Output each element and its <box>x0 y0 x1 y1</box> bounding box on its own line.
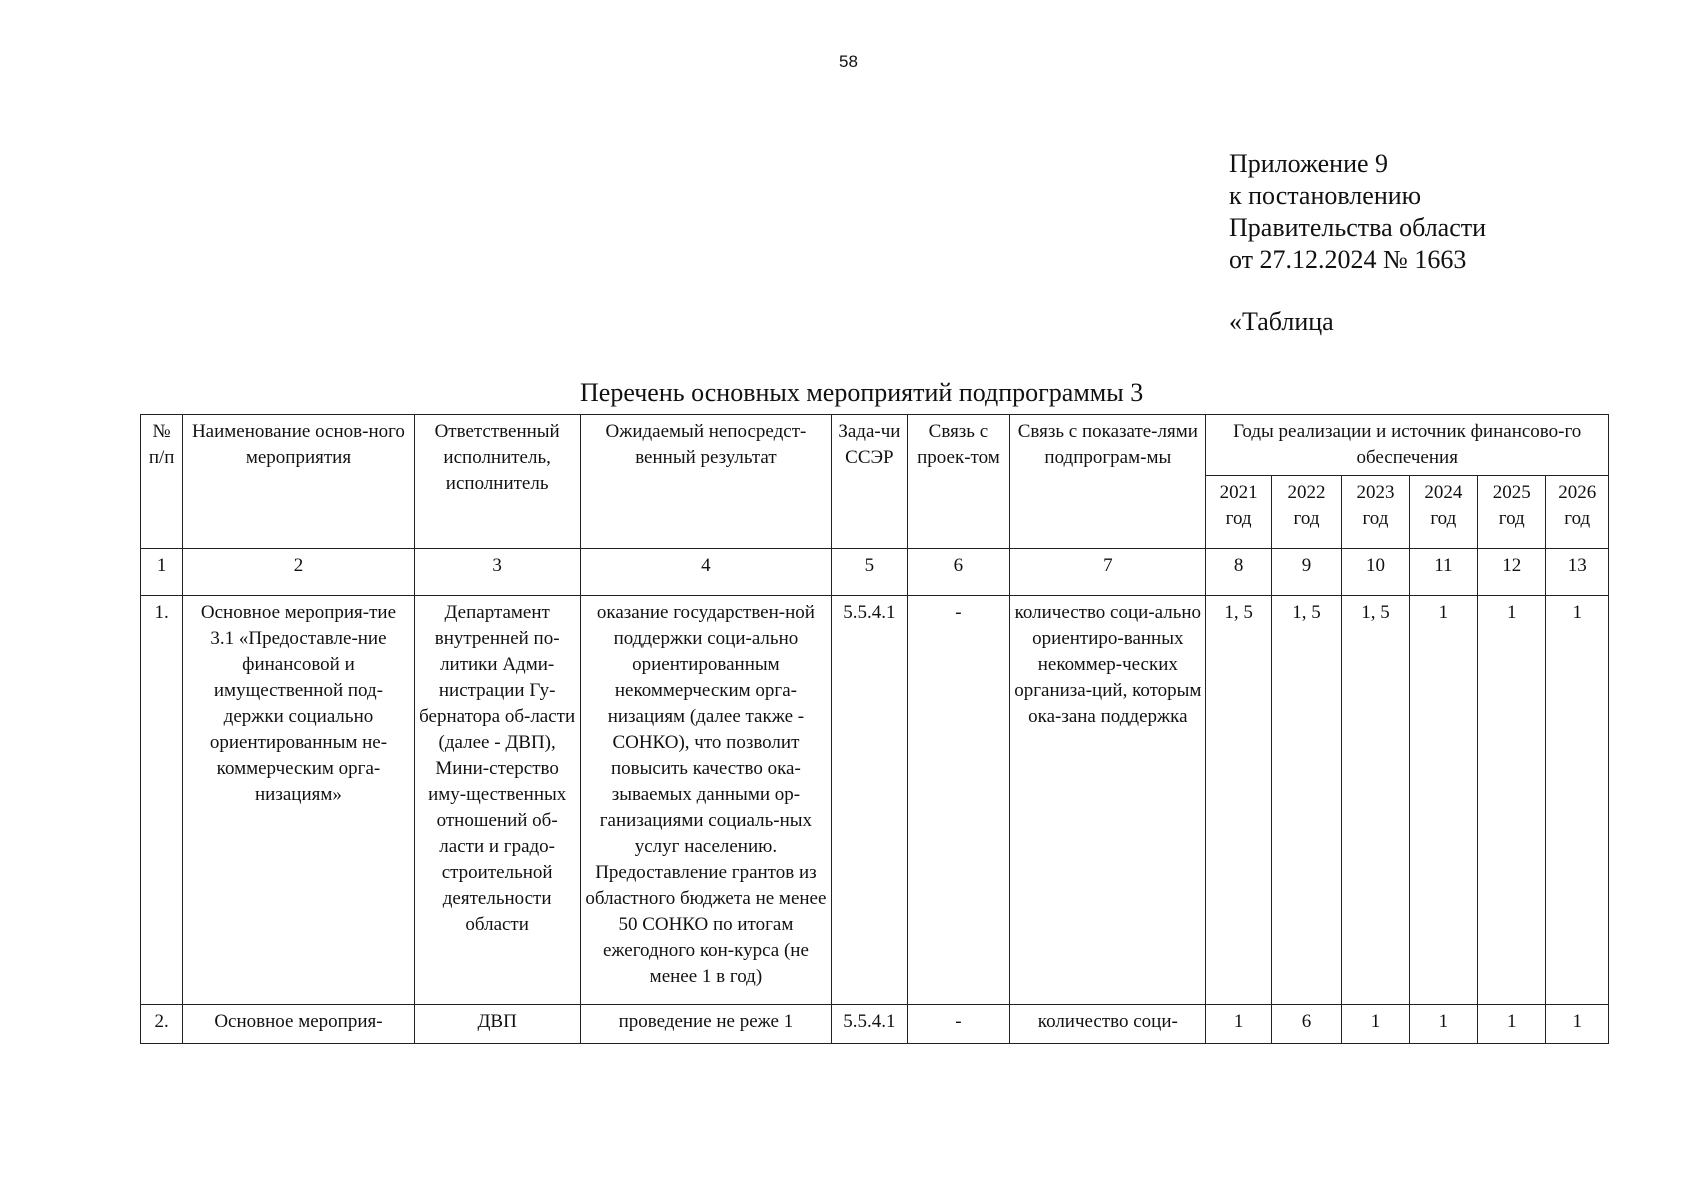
row-year-value: 1 <box>1409 1005 1477 1044</box>
column-number: 4 <box>580 549 832 596</box>
header-year: 2023 год <box>1342 476 1409 549</box>
column-number: 6 <box>907 549 1010 596</box>
row-year-value: 6 <box>1271 1005 1341 1044</box>
column-number: 7 <box>1010 549 1206 596</box>
header-year: 2025 год <box>1478 476 1546 549</box>
row-project: - <box>907 1005 1010 1044</box>
row-year-value: 1 <box>1546 596 1609 1005</box>
header-year: 2024 год <box>1409 476 1477 549</box>
header-num: № п/п <box>141 415 183 549</box>
measures-table <box>140 414 1609 1044</box>
row-year-value: 1 <box>1409 596 1477 1005</box>
row-indicators: количество соци-ально ориентиро-ванных некоммер-ческих организа-ций, которым ока-зана поддержка <box>1010 596 1206 1005</box>
row-indicators: количество соци- <box>1010 1005 1206 1044</box>
row-result: проведение не реже 1 <box>580 1005 832 1044</box>
row-year-value: 1 <box>1546 1005 1609 1044</box>
header-result: Ожидаемый непосредст-венный результат <box>580 415 832 549</box>
appendix-line: Приложение 9 <box>1229 149 1389 178</box>
row-result: оказание государствен-ной поддержки соци-ально ориентированным некоммерческим орга-низациям (далее также - СОНКО), что позволит повысить качество ока-зываемых данными ор-ганизациями социаль-ных услуг населению. Предоставление грантов из областного бюджета не менее 50 СОНКО по итогам ежегодного кон-курса (не менее 1 в год) <box>580 596 832 1005</box>
appendix-line: Правительства области <box>1229 213 1487 242</box>
row-num: 2. <box>141 1005 183 1044</box>
table-row <box>141 1005 1609 1044</box>
header-year: 2026 год <box>1546 476 1609 549</box>
header-project: Связь с проек-том <box>907 415 1010 549</box>
row-year-value: 1 <box>1478 596 1546 1005</box>
header-indicators: Связь с показате-лями подпрограм-мы <box>1010 415 1206 549</box>
appendix-line: к постановлению <box>1229 181 1422 210</box>
header-year: 2021 год <box>1206 476 1271 549</box>
row-project: - <box>907 596 1010 1005</box>
row-num: 1. <box>141 596 183 1005</box>
column-number: 13 <box>1546 549 1609 596</box>
row-task: 5.5.4.1 <box>832 1005 907 1044</box>
appendix-line: от 27.12.2024 № 1663 <box>1229 245 1467 274</box>
row-executor: Департамент внутренней по-литики Адми-нистрации Гу-бернатора об-ласти (далее - ДВП), Мини-стерство иму-щественных отношений об-ласти и градо-строительной деятельности области <box>414 596 580 1005</box>
table-row <box>141 596 1609 1005</box>
header-year: 2022 год <box>1271 476 1341 549</box>
row-year-value: 1, 5 <box>1342 596 1409 1005</box>
column-number: 2 <box>183 549 414 596</box>
column-number-row <box>141 549 1609 596</box>
row-year-value: 1, 5 <box>1206 596 1271 1005</box>
header-years-group: Годы реализации и источник финансово-го обеспечения <box>1206 415 1609 476</box>
column-number: 5 <box>832 549 907 596</box>
row-year-value: 1 <box>1342 1005 1409 1044</box>
column-number: 12 <box>1478 549 1546 596</box>
column-number: 9 <box>1271 549 1341 596</box>
header-executor: Ответственный исполнитель, исполнитель <box>414 415 580 549</box>
table-title: Перечень основных мероприятий подпрограммы 3 <box>580 378 1144 407</box>
row-year-value: 1, 5 <box>1271 596 1341 1005</box>
row-executor: ДВП <box>414 1005 580 1044</box>
column-number: 3 <box>414 549 580 596</box>
appendix-block <box>1229 148 1486 276</box>
row-year-value: 1 <box>1478 1005 1546 1044</box>
column-number: 8 <box>1206 549 1271 596</box>
header-task: Зада-чи ССЭР <box>832 415 907 549</box>
header-name: Наименование основ-ного мероприятия <box>183 415 414 549</box>
row-name: Основное мероприя-тие 3.1 «Предоставле-ние финансовой и имущественной под-держки социально ориентированным не-коммерческим орга-низациям» <box>183 596 414 1005</box>
column-number: 11 <box>1409 549 1477 596</box>
column-number: 1 <box>141 549 183 596</box>
row-task: 5.5.4.1 <box>832 596 907 1005</box>
row-name: Основное мероприя- <box>183 1005 414 1044</box>
page-number: 58 <box>839 52 858 71</box>
row-year-value: 1 <box>1206 1005 1271 1044</box>
table-label: «Таблица <box>1229 307 1334 336</box>
header-row <box>141 415 1609 476</box>
column-number: 10 <box>1342 549 1409 596</box>
